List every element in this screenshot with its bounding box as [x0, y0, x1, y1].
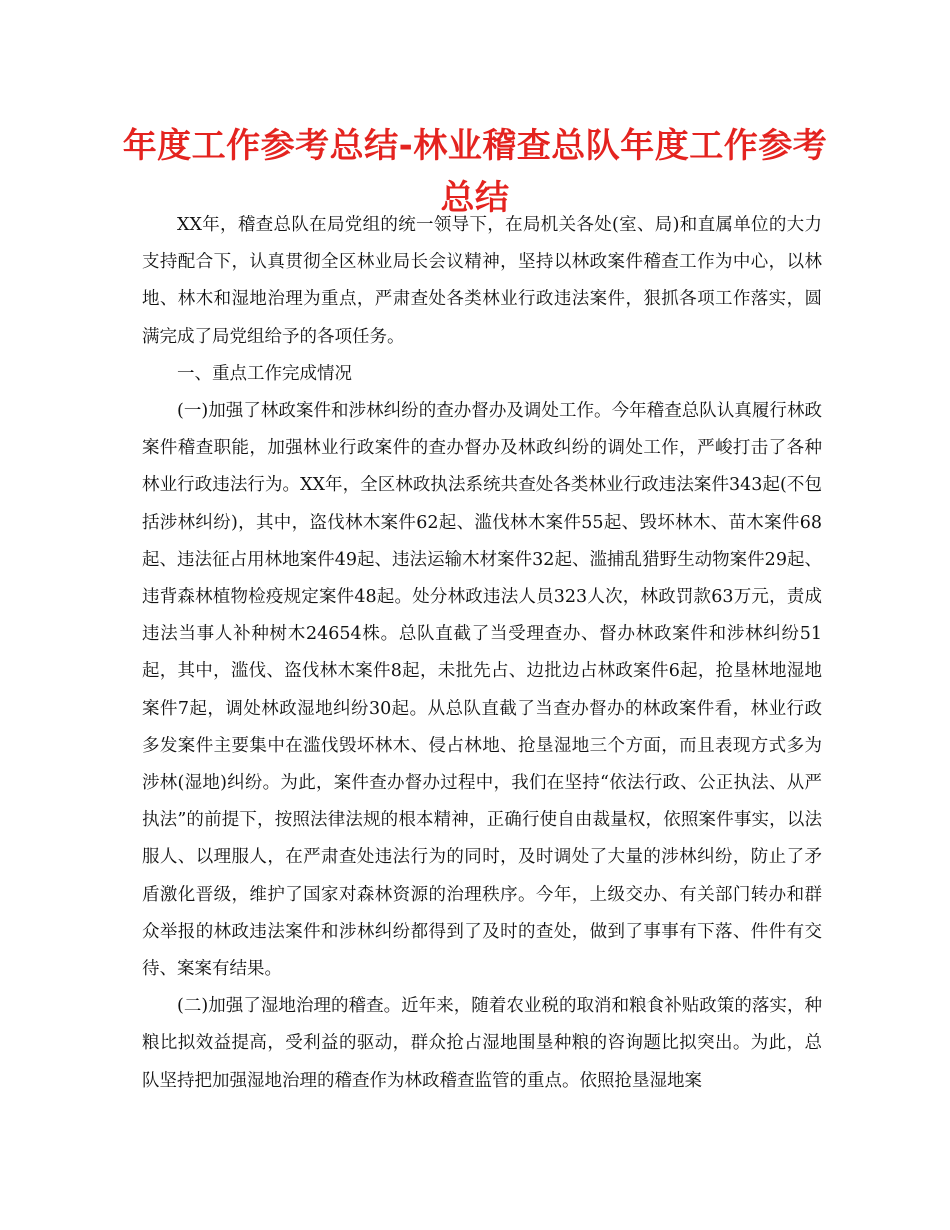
body-paragraph: (一)加强了林政案件和涉林纠纷的查办督办及调处工作。今年稽查总队认真履行林政案件稽查职能，加强林业行政案件的查办督办及林政纠纷的调处工作，严峻打击了各种林业行政违法行为。XX年，全区林政执法系统共查处各类林业行政违法案件343起(不包括涉林纠纷)，其中，盗伐林木案件62起、滥伐林木案件55起、毁坏林木、苗木案件68起、违法征占用林地案件49起、违法运输木材案件32起、滥捕乱猎野生动物案件29起、违背森林植物检疫规定案件48起。处分林政违法人员323人次，林政罚款63万元，责成违法当事人补种树木24654株。总队直截了当受理查办、督办林政案件和涉林纠纷51起，其中，滥伐、盗伐林木案件8起，未批先占、边批边占林政案件6起，抢垦林地湿地案件7起，调处林政湿地纠纷30起。从总队直截了当查办督办的林政案件看，林业行政多发案件主要集中在滥伐毁坏林木、侵占林地、抢垦湿地三个方面，而且表现方式多为涉林(湿地)纠纷。为此，案件查办督办过程中，我们在坚持“依法行政、公正执法、从严执法”的前提下，按照法律法规的根本精神，正确行使自由裁量权，依照案件事实，以法服人、以理服人，在严肃查处违法行为的同时，及时调处了大量的涉林纠纷，防止了矛盾激化晋级，维护了国家对森林资源的治理秩序。今年，上级交办、有关部门转办和群众举报的林政违法案件和涉林纠纷都得到了及时的查处，做到了事事有下落、件件有交待、案案有结果。: [142, 401, 822, 980]
intro-paragraph: XX年，稽查总队在局党组的统一领导下，在局机关各处(室、局)和直属单位的大力支持配合下，认真贯彻全区林业局长会议精神，坚持以林政案件稽查工作为中心，以林地、林木和湿地治理为重点，严肃查处各类林业行政违法案件，狠抓各项工作落实，圆满完成了局党组给予的各项任务。: [142, 215, 822, 347]
document-title: 年度工作参考总结-林业稽查总队年度工作参考总结: [122, 126, 828, 218]
body-paragraph: (二)加强了湿地治理的稽查。近年来，随着农业税的取消和粮食补贴政策的落实，种粮比拟效益提高，受利益的驱动，群众抢占湿地围垦种粮的咨询题比拟突出。为此，总队坚持把加强湿地治理的稽查作为林政稽查监管的重点。依照抢垦湿地案: [142, 996, 822, 1091]
section-heading: 一、重点工作完成情况: [177, 363, 352, 384]
document-body: [142, 207, 822, 1100]
